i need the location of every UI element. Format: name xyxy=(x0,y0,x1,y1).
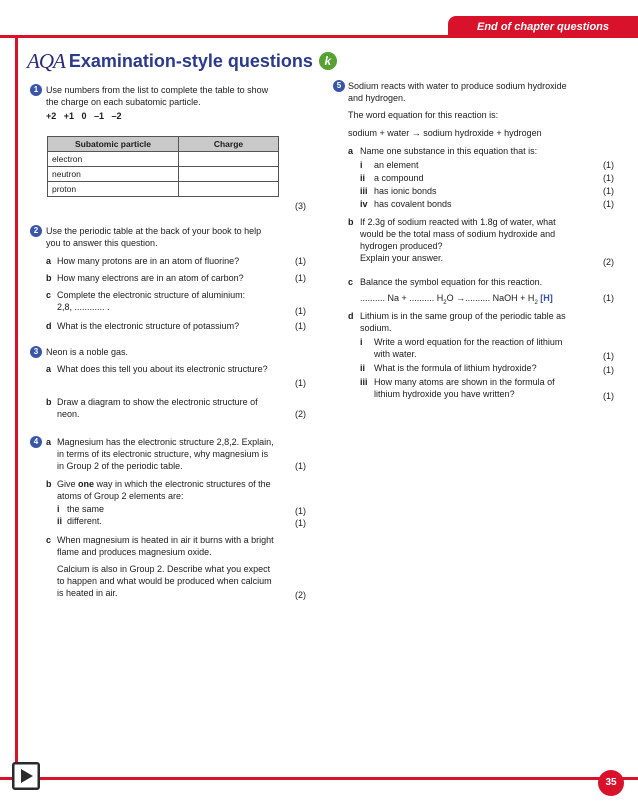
subscript: 2 xyxy=(443,299,447,306)
charge-cell[interactable] xyxy=(179,167,279,182)
q4a-marks: (1) xyxy=(295,461,306,471)
k-icon: k xyxy=(319,52,337,70)
q5aiii-label: iii xyxy=(360,186,368,196)
eq-h: H xyxy=(434,293,444,303)
q5-word-equation: sodium + water → sodium hydroxide + hydrogen xyxy=(348,128,542,138)
q5d-label: d xyxy=(348,311,354,321)
charge-cell[interactable] xyxy=(179,152,279,167)
question-number-4: 4 xyxy=(30,436,42,448)
q5diii-text-1: How many atoms are shown in the formula of xyxy=(374,377,555,387)
q4c-text-4: to happen and what would be produced when calcium xyxy=(57,576,272,586)
q5c-text: Balance the symbol equation for this reaction. xyxy=(360,277,543,287)
q5dii-text: What is the formula of lithium hydroxide? xyxy=(374,363,537,373)
q5c-symbol-equation xyxy=(360,292,553,309)
q5-text-2: and hydrogen. xyxy=(348,93,406,103)
q5b-label: b xyxy=(348,217,354,227)
q3a-marks: (1) xyxy=(295,378,306,388)
table-row xyxy=(48,167,279,182)
q4c-text-3: Calcium is also in Group 2. Describe what you expect xyxy=(57,564,271,574)
q4a-text-2: in terms of its electronic structure, why magnesium is xyxy=(57,449,269,459)
q5ai-text: an element xyxy=(374,160,419,170)
q2d-marks: (1) xyxy=(295,321,306,331)
q4c-text-2: flame and produces magnesium oxide. xyxy=(57,547,212,557)
q2-text-1: Use the periodic table at the back of your book to help xyxy=(46,226,262,236)
charge-table xyxy=(47,136,279,197)
q3a-label: a xyxy=(46,364,52,374)
play-button[interactable] xyxy=(12,762,40,790)
q1-number-list: +2 +1 0 –1 –2 xyxy=(46,111,122,121)
q1-marks: (3) xyxy=(295,201,306,211)
question-number-1: 1 xyxy=(30,84,42,96)
q3-text: Neon is a noble gas. xyxy=(46,347,129,357)
q5b-text-4: Explain your answer. xyxy=(360,253,444,263)
q5di-text-2: with water. xyxy=(374,349,417,359)
q5diii-marks: (1) xyxy=(603,391,614,401)
particle-cell: neutron xyxy=(48,167,179,182)
q5dii-label: ii xyxy=(360,363,366,373)
q2-text-2: you to answer this question. xyxy=(46,238,158,248)
q3b-text-2: neon. xyxy=(57,409,80,419)
q2b-label: b xyxy=(46,273,52,283)
chapter-tab: End of chapter questions xyxy=(448,16,638,38)
q4bi-text: the same xyxy=(67,504,105,514)
q5-text-1: Sodium reacts with water to produce sodium hydroxide xyxy=(348,81,567,91)
q4b-text-2: atoms of Group 2 elements are: xyxy=(57,491,184,501)
q3b-label: b xyxy=(46,397,52,407)
q3a-text: What does this tell you about its electronic structure? xyxy=(57,364,268,374)
q2a-marks: (1) xyxy=(295,256,306,266)
subscript: 2 xyxy=(534,299,538,306)
q5b-text-1: If 2.3g of sodium reacted with 1.8g of water, what xyxy=(360,217,556,227)
q5di-marks: (1) xyxy=(603,351,614,361)
eq-naoh: NaOH + H xyxy=(490,293,535,303)
q4b-text-pre: Give xyxy=(57,479,79,489)
q5aii-label: ii xyxy=(360,173,366,183)
table-header-charge: Charge xyxy=(179,137,279,152)
q5aiii-text: has ionic bonds xyxy=(374,186,437,196)
charge-cell[interactable] xyxy=(179,182,279,197)
page-number: 35 xyxy=(598,770,624,796)
q5b-text-3: hydrogen produced? xyxy=(360,241,443,251)
q5c-label: c xyxy=(348,277,354,287)
question-number-2: 2 xyxy=(30,225,42,237)
q5b-text-2: would be the total mass of sodium hydroxide and xyxy=(360,229,556,239)
q4b-label: b xyxy=(46,479,52,489)
q2c-text-1: Complete the electronic structure of aluminium: xyxy=(57,290,246,300)
q2c-label: c xyxy=(46,290,52,300)
q4c-marks: (2) xyxy=(295,590,306,600)
particle-cell: proton xyxy=(48,182,179,197)
eq-o: O → xyxy=(446,293,466,303)
q2b-text: How many electrons are in an atom of carbon? xyxy=(57,273,244,283)
blank[interactable]: .......... xyxy=(465,293,491,303)
q4bi-marks: (1) xyxy=(295,506,306,516)
q2b-marks: (1) xyxy=(295,273,306,283)
particle-cell: electron xyxy=(48,152,179,167)
eq-na: Na + xyxy=(385,293,410,303)
q4b-emphasis: one xyxy=(78,479,95,489)
q5diii-text-2: lithium hydroxide you have written? xyxy=(374,389,515,399)
q4bii-label: ii xyxy=(57,516,63,526)
question-number-3: 3 xyxy=(30,346,42,358)
top-rule xyxy=(0,35,638,38)
q5di-label: i xyxy=(360,337,363,347)
q5dii-marks: (1) xyxy=(603,365,614,375)
q5ai-label: i xyxy=(360,160,363,170)
play-icon xyxy=(12,762,40,790)
page-title: Examination-style questions xyxy=(68,50,313,71)
higher-tier-tag: [H] xyxy=(540,293,553,303)
q4bii-marks: (1) xyxy=(295,518,306,528)
q4bi-label: i xyxy=(57,504,60,514)
q5di-text-1: Write a word equation for the reaction of lithium xyxy=(374,337,563,347)
q5a-text: Name one substance in this equation that is: xyxy=(360,146,538,156)
q4a-text-3: in Group 2 of the periodic table. xyxy=(57,461,183,471)
q5aiii-marks: (1) xyxy=(603,186,614,196)
q4b-text-1 xyxy=(57,478,271,490)
q2a-label: a xyxy=(46,256,52,266)
q4c-label: c xyxy=(46,535,52,545)
table-row xyxy=(48,182,279,197)
q5-text-3: The word equation for this reaction is: xyxy=(348,110,499,120)
blank[interactable]: .......... xyxy=(360,293,386,303)
q2d-label: d xyxy=(46,321,52,331)
q2a-text: How many protons are in an atom of fluorine? xyxy=(57,256,240,266)
q4c-text-1: When magnesium is heated in air it burns with a bright xyxy=(57,535,274,545)
bottom-rule xyxy=(0,777,638,780)
q5aiv-marks: (1) xyxy=(603,199,614,209)
q2d-text: What is the electronic structure of potassium? xyxy=(57,321,240,331)
table-row xyxy=(48,152,279,167)
q5a-label: a xyxy=(348,146,354,156)
q5aii-marks: (1) xyxy=(603,173,614,183)
q3b-marks: (2) xyxy=(295,409,306,419)
aqa-logo: AQA xyxy=(27,48,65,73)
q5b-marks: (2) xyxy=(603,257,614,267)
q5diii-label: iii xyxy=(360,377,368,387)
q1-text-2: the charge on each subatomic particle. xyxy=(46,97,201,107)
q1-text-1: Use numbers from the list to complete the table to show xyxy=(46,85,269,95)
q5aiv-text: has covalent bonds xyxy=(374,199,452,209)
q5aiv-label: iv xyxy=(360,199,368,209)
q2c-text-2: 2,8, ............ . xyxy=(57,302,110,312)
q4b-text-post: way in which the electronic structures of the xyxy=(94,479,271,489)
q3b-text-1: Draw a diagram to show the electronic structure of xyxy=(57,397,258,407)
blank[interactable]: .......... xyxy=(409,293,435,303)
q5aii-text: a compound xyxy=(374,173,424,183)
q4bii-text: different. xyxy=(67,516,102,526)
q5ai-marks: (1) xyxy=(603,160,614,170)
question-number-5: 5 xyxy=(333,80,345,92)
q5c-marks: (1) xyxy=(603,293,614,303)
section-header xyxy=(27,48,337,74)
q5d-text-2: sodium. xyxy=(360,323,392,333)
q2c-marks: (1) xyxy=(295,306,306,316)
q5d-text-1: Lithium is in the same group of the periodic table as xyxy=(360,311,566,321)
q4a-label: a xyxy=(46,437,52,447)
table-header-particle: Subatomic particle xyxy=(48,137,179,152)
q4a-text-1: Magnesium has the electronic structure 2,8,2. Explain, xyxy=(57,437,274,447)
q4c-text-5: is heated in air. xyxy=(57,588,118,598)
margin-rule xyxy=(15,38,18,780)
